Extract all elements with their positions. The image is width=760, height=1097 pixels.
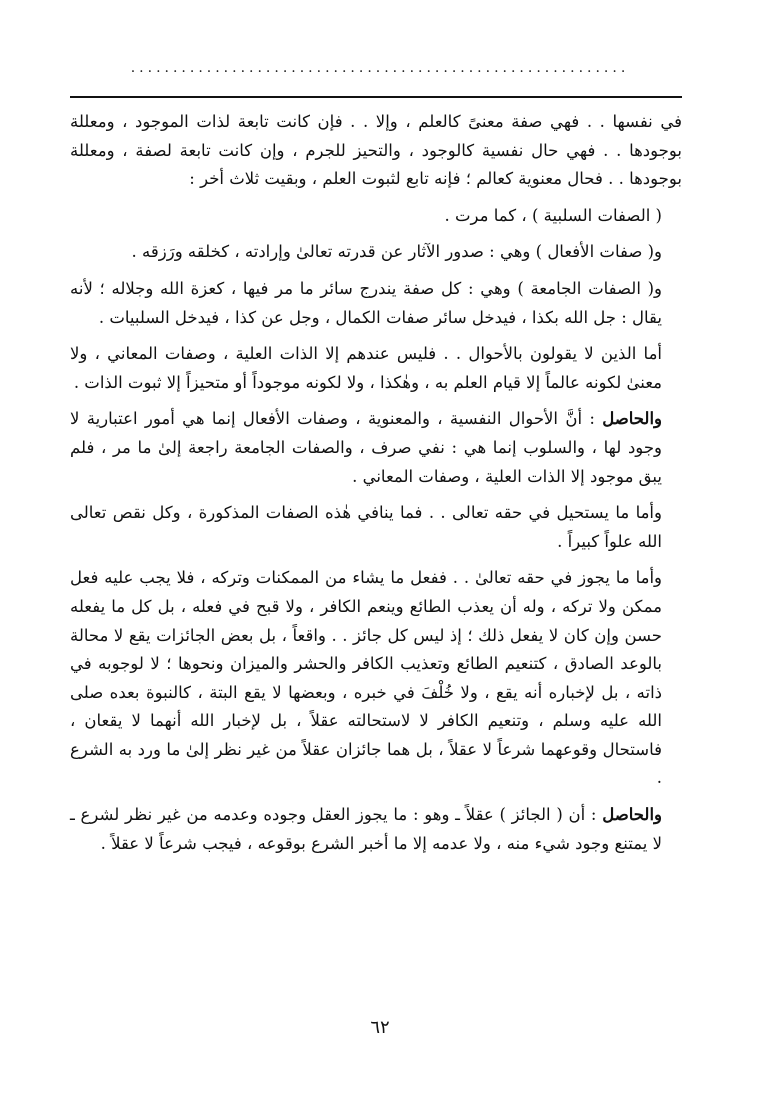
paragraph <box>70 405 682 491</box>
paragraph <box>70 340 682 397</box>
header-rule <box>70 96 682 98</box>
paragraph-text: ( الصفات السلبية ) ، كما مرت . <box>444 205 662 225</box>
paragraph-text: وأما ما يجوز في حقه تعالىٰ . . ففعل ما يشاء من الممكنات وتركه ، فلا يجب عليه فعل ممكن ولا تركه ، وله أن يعذب الطائع وينعم الكافر ، ولا قبح في فعله ، بل كل ما يفعله حسن وإن كان لا يفعل ذلك ؛ إذ ليس كل جائز . . واقعاً ، بل بعض الجائزات يقع لا محالة بالوعد الصادق ، كتنعيم الطائع وتعذيب الكافر والحشر والميزان ونحوها ؛ لا لوجوبه في ذاته ، بل لإخباره أنه يقع ، ولا خُلْفَ في خبره ، وبعضها لا يقع البتة ، كالنبوة بعده صلى الله عليه وسلم ، وتنعيم الكافر لا لاستحالته عقلاً ، بل لإخبار الله أنهما لا يقعان ، فاستحال وقوعهما شرعاً لا عقلاً ، بل هما جائزان عقلاً من غير نظر إلىٰ ما ورد به الشرع . <box>70 568 662 788</box>
paragraph-text: و( صفات الأفعال ) وهي : صدور الآثار عن قدرته تعالىٰ وإرادته ، كخلقه ورَزقه . <box>131 242 662 262</box>
page-number: ٦٢ <box>370 1017 390 1038</box>
paragraph-label: والحاصل <box>602 805 662 825</box>
header-dots: ........................................................... <box>130 60 630 76</box>
paragraph <box>70 564 682 793</box>
paragraph <box>70 202 682 231</box>
paragraph <box>70 499 682 556</box>
paragraph-text: : أنَّ الأحوال النفسية ، والمعنوية ، وصفات الأفعال إنما هي أمور اعتبارية لا وجود لها ، والسلوب إنما هي : نفي صرف ، والصفات الجامعة راجعة إلىٰ ما مر ، فلم يبق موجود إلا الذات العلية ، وصفات المعاني . <box>70 409 662 486</box>
paragraph-text: : أن ( الجائز ) عقلاً ـ وهو : ما يجوز العقل وجوده وعدمه من غير نظر لشرع ـ لا يمتنع وجود شيء منه ، ولا عدمه إلا ما أخبر الشرع بوقوعه ، فيجب شرعاً لا عقلاً . <box>70 805 662 853</box>
paragraph-text: وأما ما يستحيل في حقه تعالى . . فما ينافي هٰذه الصفات المذكورة ، وكل نقص تعالى الله علواً كبيراً . <box>70 503 662 551</box>
paragraph-text: أما الذين لا يقولون بالأحوال . . فليس عندهم إلا الذات العلية ، وصفات المعاني ، ولا معنىٰ لكونه عالماً إلا قيام العلم به ، وهٰكذا ، ولا لكونه موجوداً أو متحيزاً إلا ثبوت الذات . <box>70 344 662 392</box>
page-body <box>70 108 682 866</box>
paragraph <box>70 801 682 858</box>
paragraph <box>70 238 682 267</box>
paragraph <box>70 275 682 332</box>
paragraph-label: والحاصل <box>602 409 662 429</box>
paragraph-text: و( الصفات الجامعة ) وهي : كل صفة يندرج سائر ما مر فيها ، كعزة الله وجلاله ؛ لأنه يقال : جل الله بكذا ، فيدخل سائر صفات الكمال ، وجل عن كذا ، فيدخل السلبيات . <box>70 278 662 327</box>
paragraph-text: في نفسها . . فهي صفة معنىً كالعلم ، وإلا . . فإن كانت تابعة لذات الموجود ، ومعللة بوجودها . . فهي حال نفسية كالوجود ، والتحيز للجرم ، وإن كانت تابعة لصفة ، ومعللة بوجودها . . فحال معنوية كعالم ؛ فإنه تابع لثبوت العلم ، وبقيت ثلاث أخر : <box>70 112 682 189</box>
paragraph <box>70 108 682 194</box>
